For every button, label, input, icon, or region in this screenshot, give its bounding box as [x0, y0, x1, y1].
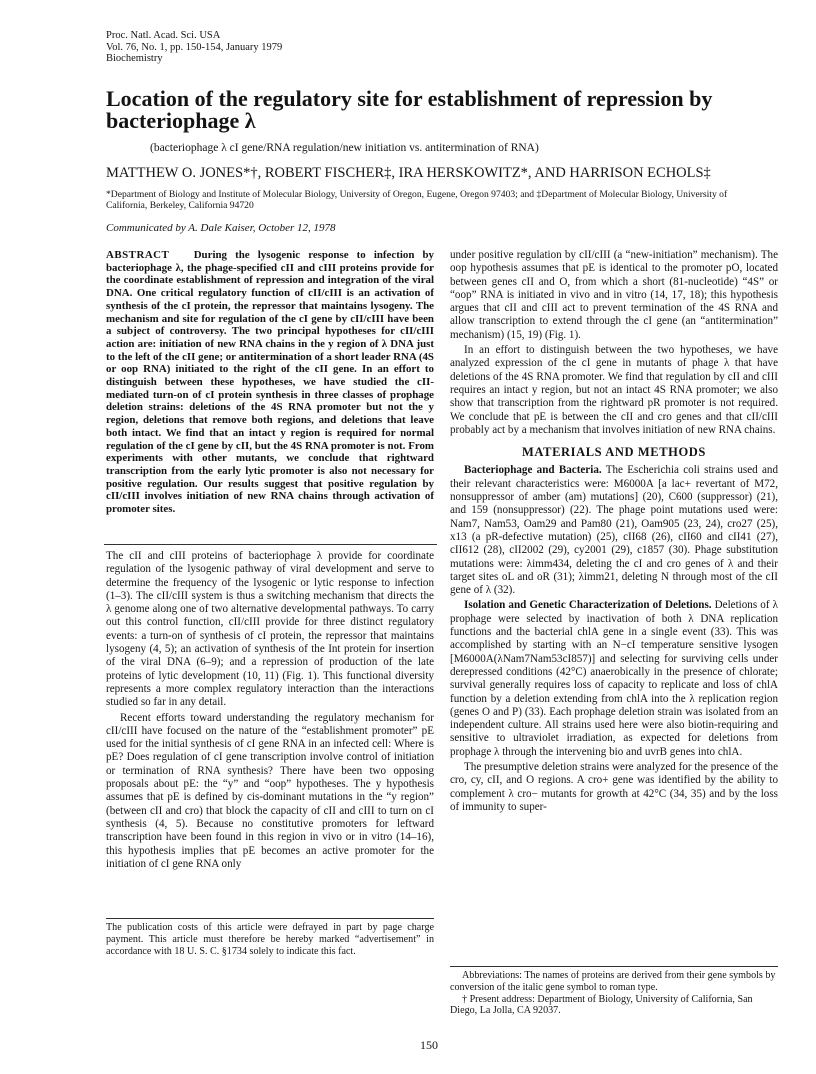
journal-header [106, 30, 282, 65]
footnotes-right [450, 970, 778, 1017]
abstract-label: ABSTRACT [106, 249, 170, 261]
methods-text-2: Deletions of λ prophage were selected by inactivation of both λ DNA replication functions and the bacterial chlA gene in a single event (33). This was accomplished by starting with an N−cI temperature sensitive lysogen [M6000A(λNam7Nam53cI857)] and selecting for surviving cells under derepressed conditions (42°C) anaerobically in the presence of chlorate; survival generally requires loss of capacity to replicate and loss of chlA function by a deletion extending from chlA into the λ replication region (genes O and P) (33). Each prophage deletion strain was isolated from an independent culture. All strains used here were also biotin-requiring and sensitive to ultraviolet irradiation, as expected for deletions from prophage λ through the intervening bio and uvrB genes into chlA. [450, 599, 779, 758]
article-title: Location of the regulatory site for establishment of repression by bacteriophage λ [106, 86, 713, 133]
abstract-text: During the lysogenic response to infection by bacteriophage λ, the phage-specified cII and cIII proteins provide for the coordinate establishment of repression and integration of the viral DNA. One critical regulatory function of cII/cIII is an activation of synthesis of the cI protein, the repressor that maintains lysogeny. The mechanism and site for regulation of the cI gene by cII/cIII have been a subject of controversy. The two principal hypotheses for cII/cIII action are: initiation of new RNA chains in the y region of λ DNA just to the left of the cII gene; or antitermination of a short leader RNA (4S or oop RNA) initiated to the right of the cII gene. In an effort to distinguish between these hypotheses, we have studied the cII-mediated turn-on of cI protein synthesis in three classes of prophage deletion strains: deletions of the 4S RNA promoter but not the y region, deletions that remove both regions, and deletions that leave both intact. We find that an intact y region is required for normal regulation of the cI gene by cII, but the 4S RNA promoter is not. From experiments with other mutants, we conclude that rightward transcription from the early lytic promoter is also not necessary for positive regulation. Our results suggest that positive regulation by cII/cIII involves initiation of new RNA chains through activation of promoter sites. [106, 249, 435, 516]
methods-subhead-2: Isolation and Genetic Characterization of Deletions. [464, 599, 712, 612]
intro-paragraph-1: The cII and cIII proteins of bacteriophage λ provide for coordinate regulation of the lysogenic pathway of viral development and serve to determine the frequency of the lysogenic or lytic response to infection (1–3). The cII/cIII system is thus a switching mechanism that directs the λ genome along one of two alternative developmental pathways. To carry out this control function, cII/cIII provide for three distinct regulatory events: a turn-on of synthesis of cI protein, the repressor that maintains lysogeny (4, 5); an activation of synthesis of the Int protein for insertion of the viral DNA (6–9); and a repression of production of the late proteins of lytic development (10, 11) (Fig. 1). This functional diversity represents a more complex regulatory interaction than the interactions studied so far in any detail. [106, 550, 434, 709]
footnote-divider-right [450, 966, 778, 967]
intro-paragraph-4: In an effort to distinguish between the two hypotheses, we have analyzed expression of the cI gene in mutants of phage λ that have deletions of the 4S RNA promoter. We find that regulation by cII and cIII requires an intact y region, but not an intact 4S RNA promoter; we also show that transcription from the rightward pR promoter is not required. We conclude that pE is between the cII and cro genes and that cII/cIII probably act by a mechanism that involves initiation of new RNA chains. [450, 344, 778, 436]
intro-paragraph-2: Recent efforts toward understanding the regulatory mechanism for cII/cIII have focused on the nature of the “establishment promoter” pE used for the initial synthesis of cI gene RNA in an infected cell: Where is pE? Does regulation of cI gene transcription involve control of initiation or termination of RNA synthesis? There have been two opposing proposals about pE: the “y” and “oop” hypotheses. The y hypothesis assumes that pE is defined by cis-dominant mutations in the “y region” (between cII and cro) that block the capacity of cII and cIII to turn on cI synthesis (4, 5). Because no constitutive promoters for leftward transcription have been found in this region in vivo or in vitro (14–16), this hypothesis implies that pE becomes an active promoter for the initiation of cI gene RNA only [106, 711, 434, 870]
author-list: MATTHEW O. JONES*†, ROBERT FISCHER‡, IRA HERSKOWITZ*, AND HARRISON ECHOLS‡ [106, 165, 711, 181]
methods-paragraph-3: The presumptive deletion strains were analyzed for the presence of the cro, cy, cII, and O regions. A cro+ gene was identified by the ability to complement λ cro− mutants for growth at 42°C (34, 35) and by the loss of immunity to super- [450, 760, 778, 813]
page-number: 150 [420, 1038, 438, 1052]
abstract-divider [104, 544, 437, 545]
abstract [106, 249, 434, 516]
journal-name: Proc. Natl. Acad. Sci. USA [106, 30, 221, 41]
methods-text-1: The Escherichia coli strains used and their relevant characteristics were: M6000A [a lac+ revertant of M72, nonsuppressor of amber (am) mutations] (20), C600 (suppressor) (21), and 159 (nonsuppressor) (22). The phage point mutations used were: Nam7, Nam53, Oam29 and Pam80 (21), Oam905 (23, 24), cro27 (25), x13 (a pR-defective mutation) (25), cII68 (26), cII60 and cII41 (27), cII612 (28), cII2002 (29), cy2001 (29), c1857 (30). Phage substitution mutations were: λimm434, deleting the cI and cro genes of λ and their target sites oL and oR (31); λimm21, deleting N through most of the cII gene of λ (32). [450, 464, 778, 597]
publication-cost-footnote: The publication costs of this article were defrayed in part by page charge payment. This article must therefore be hereby marked “advertisement” in accordance with 18 U. S. C. §1734 solely to indicate this fact. [106, 922, 434, 957]
intro-paragraph-3: under positive regulation by cII/cIII (a “new-initiation” mechanism). The oop hypothesis assumes that pE is identical to the promoter pO, located between genes cII and O, from which a short (81-nucleotide) “4S” or “oop” RNA is initiated in vivo and in vitro (14, 17, 18); this hypothesis argues that cII and cIII act to prevent termination of the 4S RNA and allow transcription to extend through the cI gene (an “antitermination” mechanism) (15, 19) (Fig. 1). [450, 249, 778, 341]
abbreviations-footnote: Abbreviations: The names of proteins are derived from their gene symbols by conversion of the italic gene symbol to roman type. [450, 970, 776, 993]
present-address-footnote: † Present address: Department of Biology, University of California, San Diego, La Jolla, CA 92037. [450, 993, 753, 1017]
methods-paragraph-2 [450, 599, 778, 759]
journal-section: Biochemistry [106, 53, 163, 64]
communicated-by: Communicated by A. Dale Kaiser, October 12, 1978 [106, 222, 336, 234]
methods-subhead-1: Bacteriophage and Bacteria. [464, 464, 602, 477]
affiliations: *Department of Biology and Institute of Molecular Biology, University of Oregon, Eugene, Oregon 97403; and ‡Department of Molecular Biology, University of California, Berkeley, California 94720 [106, 189, 728, 211]
right-column-body [450, 249, 778, 814]
left-column-body [106, 550, 434, 871]
keywords: (bacteriophage λ cI gene/RNA regulation/new initiation vs. antitermination of RNA) [150, 142, 539, 154]
footnote-divider-left [106, 918, 434, 919]
journal-volume: Vol. 76, No. 1, pp. 150-154, January 1979 [106, 41, 283, 53]
methods-heading: MATERIALS AND METHODS [522, 445, 706, 460]
methods-paragraph-1 [450, 464, 778, 597]
